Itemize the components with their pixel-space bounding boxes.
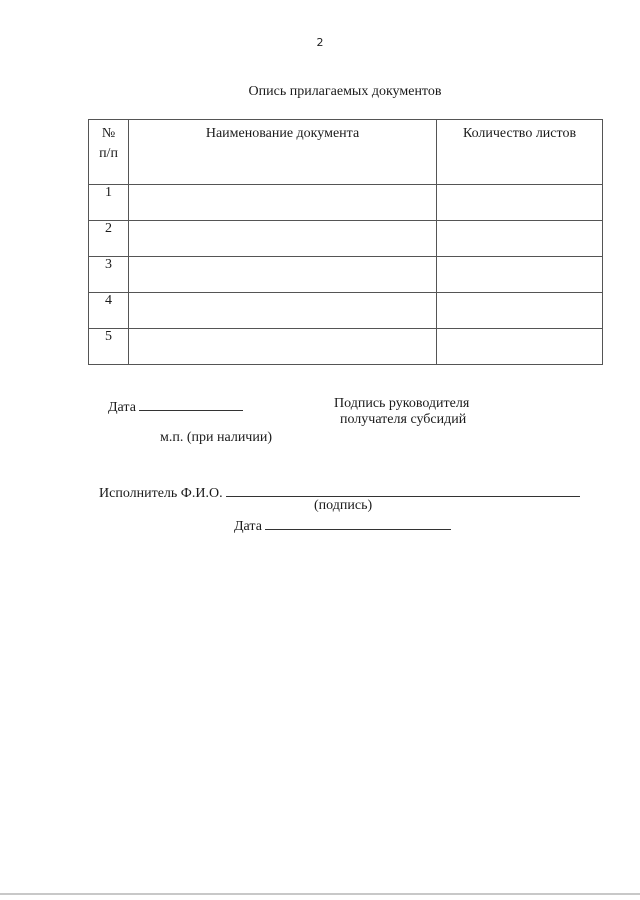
date-field bbox=[108, 396, 243, 416]
row-number: 2 bbox=[89, 221, 129, 257]
document-name-cell bbox=[129, 221, 437, 257]
row-number: 5 bbox=[89, 329, 129, 365]
documents-table bbox=[88, 119, 603, 365]
sheet-count-cell bbox=[437, 185, 603, 221]
row-number: 3 bbox=[89, 257, 129, 293]
stamp-label: м.п. (при наличии) bbox=[160, 430, 272, 445]
document-name-cell bbox=[129, 257, 437, 293]
document-name-cell bbox=[129, 329, 437, 365]
date-blank-line bbox=[139, 396, 243, 411]
executor-date-label: Дата bbox=[234, 519, 262, 534]
table-row bbox=[89, 221, 603, 257]
executor-blank-line bbox=[226, 482, 580, 497]
table-row bbox=[89, 329, 603, 365]
sheet-count-cell bbox=[437, 329, 603, 365]
table-row bbox=[89, 257, 603, 293]
header-document-name: Наименование документа bbox=[129, 120, 437, 185]
page-number: 2 bbox=[316, 36, 324, 49]
document-title: Опись прилагаемых документов bbox=[248, 84, 442, 99]
header-number: № п/п bbox=[89, 120, 129, 185]
signature-caption: (подпись) bbox=[314, 498, 373, 513]
date-label: Дата bbox=[108, 400, 136, 415]
table-header-row bbox=[89, 120, 603, 185]
row-number: 1 bbox=[89, 185, 129, 221]
page-bottom-edge bbox=[0, 893, 640, 895]
header-sheet-count: Количество листов bbox=[437, 120, 603, 185]
executor-label: Исполнитель Ф.И.О. bbox=[99, 486, 223, 501]
head-signature-line2: получателя субсидий bbox=[340, 412, 467, 427]
document-name-cell bbox=[129, 185, 437, 221]
sheet-count-cell bbox=[437, 293, 603, 329]
head-signature-line1: Подпись руководителя bbox=[334, 396, 470, 411]
table-row bbox=[89, 293, 603, 329]
row-number: 4 bbox=[89, 293, 129, 329]
table-row bbox=[89, 185, 603, 221]
sheet-count-cell bbox=[437, 257, 603, 293]
sheet-count-cell bbox=[437, 221, 603, 257]
document-name-cell bbox=[129, 293, 437, 329]
executor-date-blank-line bbox=[265, 515, 451, 530]
executor-date-field bbox=[234, 515, 451, 535]
